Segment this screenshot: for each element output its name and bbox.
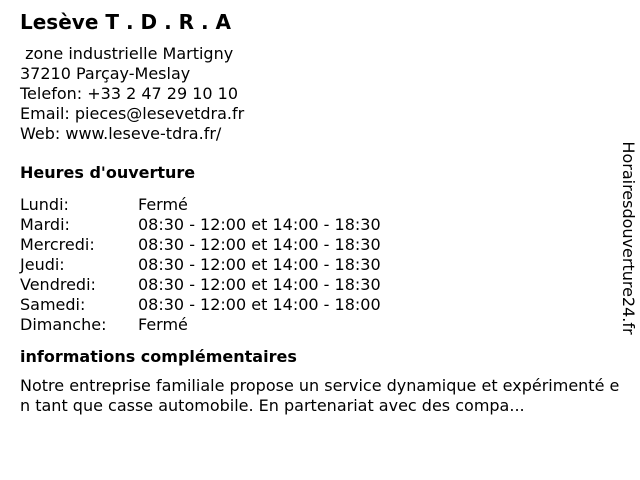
- contact-block: [20, 44, 620, 144]
- hours-heading: Heures d'ouverture: [20, 163, 196, 182]
- hours-row-tuesday: [20, 215, 620, 235]
- company-name: Lesève T . D . R . A: [20, 10, 232, 34]
- info-description: Notre entreprise familiale propose un service dynamique et expérimenté en tant que casse automobile. En partenariat avec des compa...: [20, 376, 620, 415]
- info-heading: informations complémentaires: [20, 347, 297, 366]
- day-label: Jeudi:: [20, 255, 65, 274]
- day-hours: 08:30 - 12:00 et 14:00 - 18:00: [138, 295, 381, 314]
- day-label: Lundi:: [20, 195, 69, 214]
- hours-row-monday: [20, 195, 620, 215]
- day-hours: 08:30 - 12:00 et 14:00 - 18:30: [138, 255, 381, 274]
- day-hours: Fermé: [138, 315, 188, 334]
- day-hours: 08:30 - 12:00 et 14:00 - 18:30: [138, 275, 381, 294]
- address-line-1: zone industrielle Martigny: [20, 44, 234, 63]
- web-line: Web: www.leseve-tdra.fr/: [20, 124, 222, 143]
- day-hours: Fermé: [138, 195, 188, 214]
- hours-row-friday: [20, 275, 620, 295]
- email-line: Email: pieces@lesevetdra.fr: [20, 104, 245, 123]
- hours-row-wednesday: [20, 235, 620, 255]
- business-card: [20, 10, 620, 416]
- hours-row-sunday: [20, 315, 620, 335]
- hours-table: [20, 195, 620, 335]
- day-label: Mardi:: [20, 215, 70, 234]
- day-hours: 08:30 - 12:00 et 14:00 - 18:30: [138, 215, 381, 234]
- day-label: Samedi:: [20, 295, 86, 314]
- day-hours: 08:30 - 12:00 et 14:00 - 18:30: [138, 235, 381, 254]
- day-label: Dimanche:: [20, 315, 107, 334]
- hours-row-thursday: [20, 255, 620, 275]
- phone-line: Telefon: +33 2 47 29 10 10: [20, 84, 239, 103]
- day-label: Vendredi:: [20, 275, 96, 294]
- address-line-2: 37210 Parçay-Meslay: [20, 64, 191, 83]
- site-watermark-text: Horairesdouverture24.fr: [619, 141, 638, 335]
- day-label: Mercredi:: [20, 235, 95, 254]
- hours-row-saturday: [20, 295, 620, 315]
